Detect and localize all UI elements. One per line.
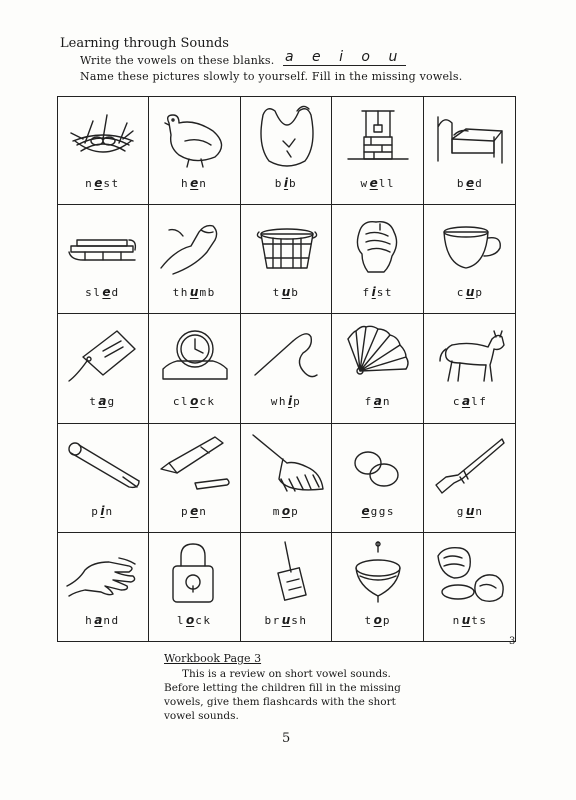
word-suffix: d [111,286,120,300]
eggs-icon [338,429,418,497]
vowel-list: a e i o u [285,49,405,65]
picture-cell [332,424,424,533]
word-prefix: w [360,177,369,190]
page-title: Learning through Sounds [60,36,229,51]
brush-icon [247,538,327,606]
vowel-blank[interactable]: o [281,503,291,518]
vowel-blank[interactable]: u [461,612,471,627]
word-label [332,176,423,190]
hen-icon [155,101,235,169]
picture-grid [57,96,516,642]
picture-cell [149,205,241,314]
word-label [241,285,332,299]
word-suffix: nd [103,613,120,627]
vowel-blank[interactable]: u [281,612,291,627]
word-label [332,285,423,299]
vowel-blank[interactable]: e [94,176,103,190]
calf-icon [430,319,510,387]
vowel-blank[interactable]: a [373,394,382,409]
vowel-blank[interactable]: u [465,503,475,518]
word-prefix: g [456,504,465,518]
word-prefix: h [181,177,190,190]
picture-cell [424,424,516,533]
word-suffix: mb [199,286,216,300]
picture-cell [241,533,333,642]
thumb-icon [155,210,235,278]
vowel-blank[interactable]: e [190,176,199,190]
pen-icon [155,429,235,497]
word-suffix: p [293,395,302,409]
word-suffix: b [289,177,298,190]
vowel-blank[interactable]: e [369,176,378,190]
picture-cell [332,533,424,642]
vowel-blank[interactable]: e [190,503,199,518]
word-prefix: t [364,613,373,627]
vowel-blank[interactable]: a [94,612,103,627]
well-icon [338,101,418,169]
picture-cell [241,205,333,314]
lock-icon [155,538,235,606]
page-number: 5 [282,731,291,746]
word-label [241,394,332,408]
teacher-note-line: Before letting the children fill in the missing [164,682,401,694]
tag-icon [63,319,143,387]
picture-cell [57,424,149,533]
word-prefix: t [272,286,281,300]
word-prefix: p [181,504,190,518]
word-prefix: h [85,613,94,627]
tub-icon [247,210,327,278]
cup-icon [430,210,510,278]
picture-cell [241,314,333,423]
vowel-blank[interactable]: i [283,176,289,190]
picture-cell [57,314,149,423]
word-prefix: th [172,286,189,300]
word-prefix: m [272,504,281,518]
word-label [57,504,148,518]
word-prefix: c [452,395,461,409]
word-suffix: ll [378,177,396,190]
word-suffix: st [103,177,120,190]
vowel-blank[interactable]: e [466,176,475,190]
word-prefix: b [274,177,283,190]
word-label [57,176,148,190]
workbook-page-number: 3 [509,636,516,647]
word-prefix: n [452,613,461,627]
instruction-pictures: Name these pictures slowly to yourself. Fill in the missing vowels. [80,70,463,83]
bib-icon [247,101,327,169]
nest-icon [63,101,143,169]
word-prefix: f [362,286,371,300]
word-suffix: ck [199,395,216,409]
word-suffix: d [475,177,484,190]
word-label [57,394,148,408]
picture-cell [424,205,516,314]
picture-cell [241,96,333,205]
vowel-blank[interactable]: u [465,285,475,300]
pin-icon [63,429,143,497]
word-prefix: sl [85,286,102,300]
word-prefix: b [456,177,466,190]
word-prefix: br [264,613,281,627]
word-prefix: cl [172,395,190,409]
word-suffix: p [291,504,300,518]
word-label [149,285,240,299]
word-prefix: wh [270,395,287,409]
picture-cell [149,424,241,533]
word-suffix: st [376,286,394,300]
word-prefix: f [364,395,373,409]
fan-icon [338,319,418,387]
picture-cell [424,533,516,642]
word-suffix: lf [471,395,488,409]
word-suffix: b [291,286,300,300]
word-suffix: ggs [370,504,396,518]
vowel-blank[interactable]: a [98,394,107,409]
mop-icon [247,429,327,497]
word-suffix: g [107,395,116,409]
word-suffix: n [199,177,208,190]
vowel-blank[interactable]: o [190,394,199,409]
word-suffix: n [475,504,484,518]
word-label [424,613,516,627]
word-label [332,613,423,627]
gun-icon [430,429,510,497]
vowel-blank[interactable]: u [281,285,291,300]
vowel-blank[interactable]: i [287,394,293,409]
vowel-blank[interactable]: o [373,612,382,627]
bed-icon [430,101,510,169]
picture-cell [149,96,241,205]
hand-icon [63,538,143,606]
word-suffix: p [475,286,484,300]
word-label [57,613,148,627]
teacher-note-line: This is a review on short vowel sounds. [182,668,391,680]
word-label [149,176,240,190]
word-label [241,613,332,627]
word-prefix: n [85,177,94,190]
whip-icon [247,319,327,387]
instruction-vowels: Write the vowels on these blanks. [80,54,275,67]
vowel-blank[interactable]: o [186,612,195,627]
word-label [424,285,516,299]
picture-cell [57,96,149,205]
fist-icon [338,210,418,278]
picture-cell [424,96,516,205]
word-label [149,504,240,518]
nuts-icon [430,538,510,606]
word-label [424,394,516,408]
vowel-blank[interactable]: i [371,285,376,300]
word-label [57,285,148,299]
picture-cell [241,424,333,533]
teacher-note-line: vowel sounds. [164,710,239,722]
picture-cell [57,205,149,314]
word-label [424,176,516,190]
word-prefix: c [456,286,465,300]
picture-cell [332,96,424,205]
word-label [149,613,240,627]
vowel-blank[interactable]: i [100,503,105,518]
picture-cell [332,205,424,314]
top-icon [338,538,418,606]
word-label [332,394,423,408]
word-suffix: n [382,395,391,409]
picture-cell [57,533,149,642]
word-label [241,504,332,518]
word-label [424,504,516,518]
picture-cell [424,314,516,423]
teacher-note-title: Workbook Page 3 [164,652,262,665]
word-prefix: l [176,613,185,627]
vowel-blank[interactable]: e [102,285,111,300]
picture-cell [149,533,241,642]
word-suffix: ts [471,613,488,627]
word-suffix: n [105,504,114,518]
word-suffix: sh [291,613,308,627]
sled-icon [63,210,143,278]
word-label [241,176,332,190]
word-label [149,394,240,408]
vowel-blank[interactable]: a [461,394,471,409]
teacher-note-line: vowels, give them flashcards with the short [164,696,396,708]
vowel-blank[interactable]: u [189,285,199,300]
word-prefix: p [91,504,100,518]
word-suffix: p [382,613,392,627]
picture-cell [149,314,241,423]
clock-icon [155,319,235,387]
word-suffix: n [199,504,208,518]
word-label [332,504,423,518]
picture-cell [332,314,424,423]
word-prefix: t [89,395,98,409]
vowel-blank[interactable]: e [361,503,370,518]
word-suffix: ck [195,613,212,627]
